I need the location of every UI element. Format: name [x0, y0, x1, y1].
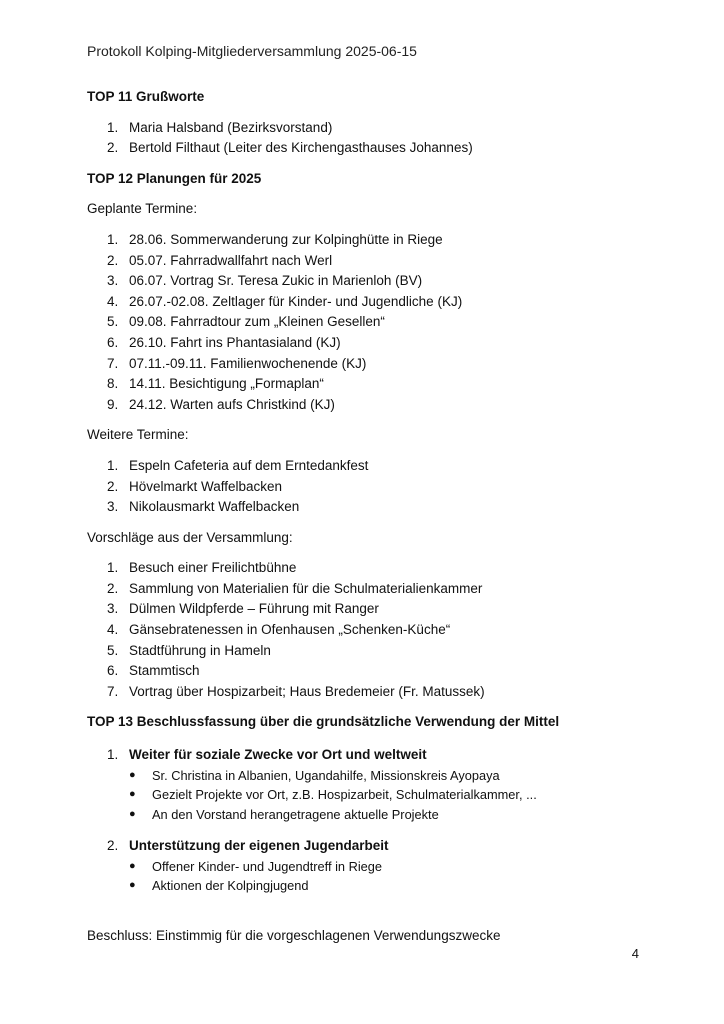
top13-list — [87, 745, 687, 766]
bullet-item: ● Aktionen der Kolpingjugend — [87, 876, 687, 896]
list-item: 2. Sammlung von Materialien für die Schulmaterialienkammer — [107, 580, 483, 596]
list-item: 5. Stadtführung in Hameln — [107, 642, 271, 658]
top11-list — [87, 118, 687, 159]
proposals-label: Vorschläge aus der Versammlung: — [87, 529, 293, 545]
list-item: 1. Besuch einer Freilichtbühne — [107, 560, 297, 576]
list-item: 1. Maria Halsband (Bezirksvorstand) — [107, 119, 333, 135]
list-item: 6. Stammtisch — [107, 663, 200, 679]
top13-heading: TOP 13 Beschlussfassung über die grundsätzliche Verwendung der Mittel — [87, 714, 560, 730]
list-item: 8. 14.11. Besichtigung „Formaplan“ — [107, 376, 324, 392]
resolution-text: Beschluss: Einstimmig für die vorgeschlagenen Verwendungszwecke — [87, 927, 501, 943]
list-item: 7. Vortrag über Hospizarbeit; Haus Bredemeier (Fr. Matussek) — [107, 683, 485, 699]
list-item: 1. Weiter für soziale Zwecke vor Ort und weltweit — [107, 747, 427, 763]
list-item: 4. 26.07.-02.08. Zeltlager für Kinder- und Jugendliche (KJ) — [107, 293, 463, 309]
bullet-item: ● Gezielt Projekte vor Ort, z.B. Hospizarbeit, Schulmaterialkammer, ... — [87, 785, 687, 805]
list-item: 3. Dülmen Wildpferde – Führung mit Ranger — [107, 601, 379, 617]
document-body — [87, 87, 687, 946]
bullet-item: ● An den Vorstand herangetragene aktuelle Projekte — [87, 805, 687, 825]
bullet-icon: ● — [129, 879, 136, 892]
list-item: 3. Nikolausmarkt Waffelbacken — [107, 499, 300, 515]
list-item: 2. Hövelmarkt Waffelbacken — [107, 478, 283, 494]
list-item: 3. 06.07. Vortrag Sr. Teresa Zukic in Marienloh (BV) — [107, 273, 423, 289]
item1-bullets — [87, 766, 687, 825]
item2-bullets — [87, 857, 687, 896]
bullet-item: ● Sr. Christina in Albanien, Ugandahilfe, Missionskreis Ayopaya — [87, 766, 687, 786]
list-item: 4. Gänsebratenessen in Ofenhausen „Schenken-Küche“ — [107, 622, 451, 638]
further-list — [87, 456, 687, 518]
item1-title: Weiter für soziale Zwecke vor Ort und weltweit — [129, 747, 427, 763]
further-label: Weitere Termine: — [87, 427, 189, 443]
list-item: 6. 26.10. Fahrt ins Phantasialand (KJ) — [107, 334, 341, 350]
bullet-icon: ● — [129, 788, 136, 801]
page-number: 4 — [631, 946, 639, 961]
bullet-icon: ● — [129, 859, 136, 872]
list-item: 5. 09.08. Fahrradtour zum „Kleinen Gesellen“ — [107, 314, 385, 330]
bullet-item: ● Offener Kinder- und Jugendtreff in Riege — [87, 857, 687, 877]
top11-heading: TOP 11 Grußworte — [87, 89, 205, 104]
list-item: 7. 07.11.-09.11. Familienwochenende (KJ) — [107, 355, 367, 371]
list-item: 2. Unterstützung der eigenen Jugendarbeit — [107, 838, 389, 854]
top12-heading: TOP 12 Planungen für 2025 — [87, 170, 262, 186]
list-item: 1. 28.06. Sommerwanderung zur Kolpinghütte in Riege — [107, 231, 443, 247]
item2-title: Unterstützung der eigenen Jugendarbeit — [129, 838, 389, 854]
bullet-icon: ● — [129, 768, 136, 781]
top13-list-2 — [87, 836, 687, 857]
list-item: 1. Espeln Cafeteria auf dem Erntedankfest — [107, 457, 369, 473]
list-item: 2. Bertold Filthaut (Leiter des Kirchengasthauses Johannes) — [107, 140, 473, 156]
planned-list — [87, 230, 687, 415]
list-item: 2. 05.07. Fahrradwallfahrt nach Werl — [107, 252, 333, 268]
bullet-icon: ● — [129, 807, 136, 820]
planned-label: Geplante Termine: — [87, 201, 198, 217]
document-header: Protokoll Kolping-Mitgliederversammlung 2025-06-15 — [87, 43, 417, 59]
list-item: 9. 24.12. Warten aufs Christkind (KJ) — [107, 396, 335, 412]
proposals-list — [87, 558, 687, 702]
